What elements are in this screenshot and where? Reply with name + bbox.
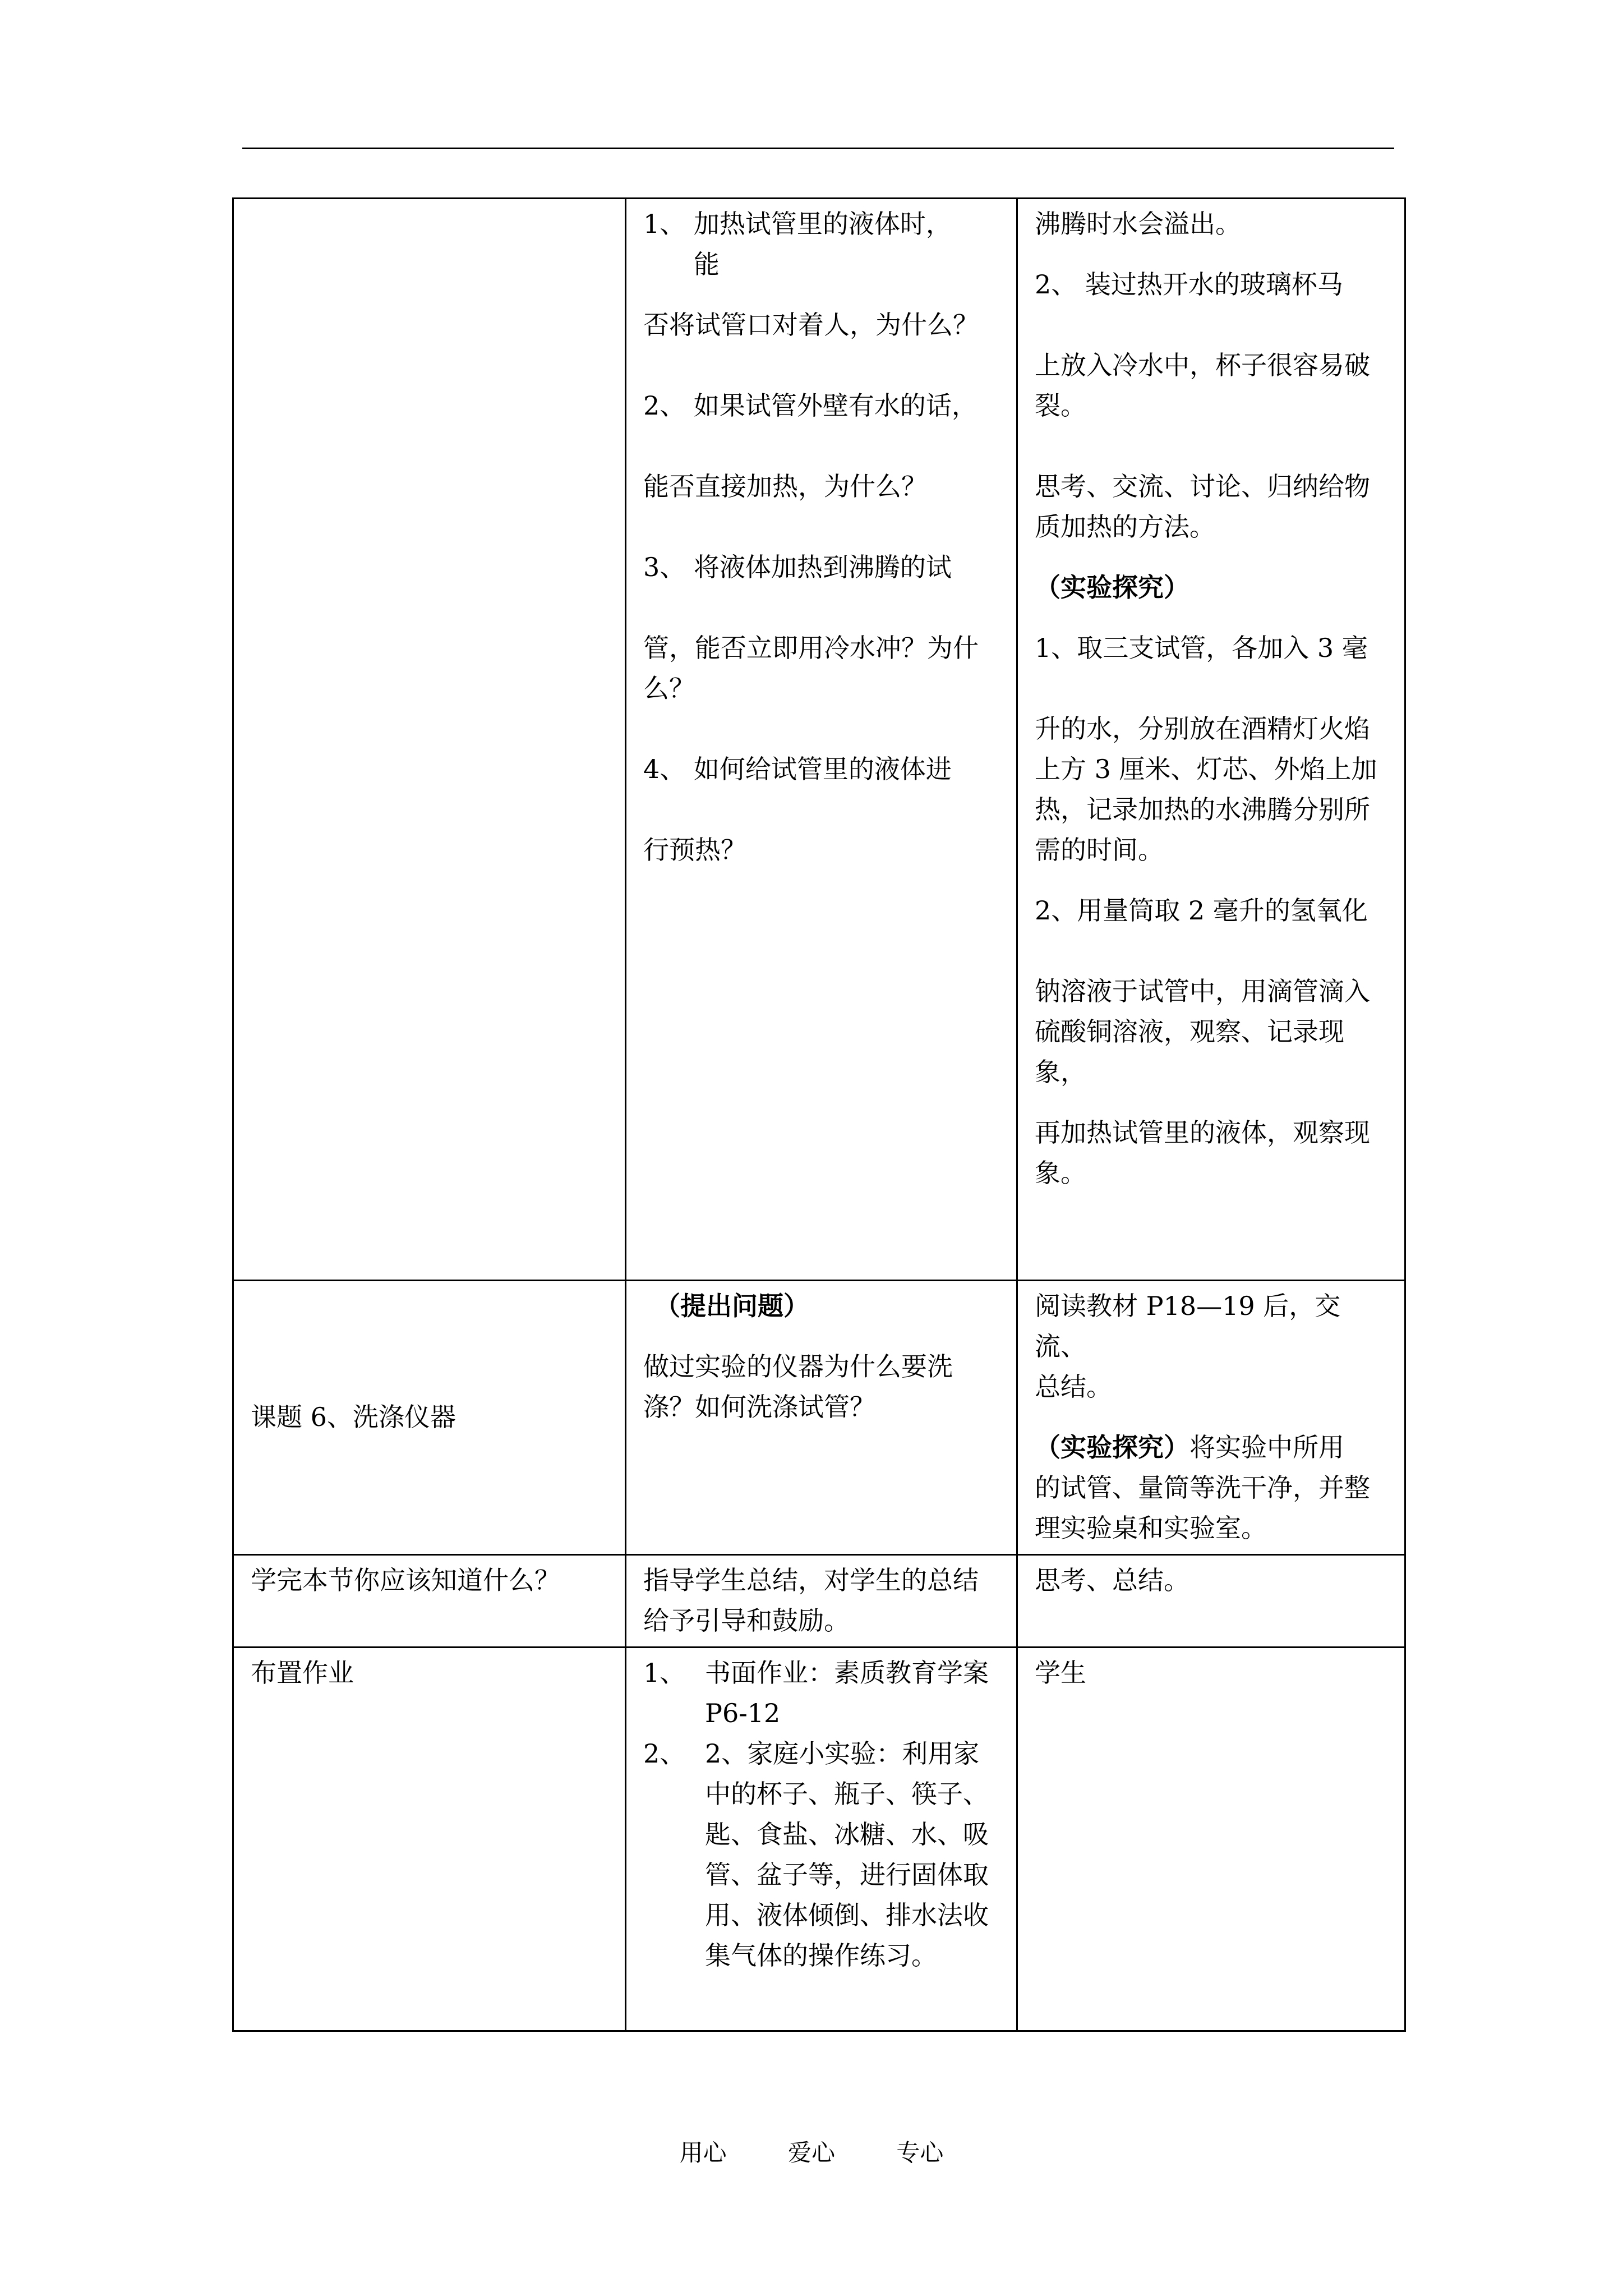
student-text-line: 2、用量筒取 2 毫升的氢氧化 (1035, 895, 1368, 926)
table-row (233, 199, 1405, 1281)
question-3-line-2: 管，能否立即用冷水冲？为什 (643, 633, 979, 663)
student-activity-cell (1017, 1555, 1405, 1648)
teacher-activity-cell (626, 1281, 1017, 1555)
list-number: 2、 (643, 1738, 686, 1769)
teacher-text-line: 给予引导和鼓励。 (643, 1605, 850, 1636)
student-text-line: 上放入冷水中，杯子很容易破 (1035, 350, 1370, 380)
page-footer (0, 2136, 1623, 2170)
student-text-line: 需的时间。 (1035, 835, 1164, 865)
footer-word: 专心 (896, 2139, 944, 2166)
teacher-activity-cell (626, 199, 1017, 1281)
teacher-text-line: 涤？如何洗涤试管？ (643, 1392, 875, 1422)
student-text-line: 的试管、量筒等洗干净，并整 (1035, 1473, 1370, 1503)
question-1-line-3: 否将试管口对着人，为什么？ (643, 310, 979, 340)
topic-title: 学完本节你应该知道什么？ (251, 1565, 560, 1595)
teacher-activity-cell (626, 1648, 1017, 2031)
question-4-line-2: 行预热？ (643, 835, 746, 865)
footer-word: 爱心 (787, 2139, 835, 2166)
teacher-activity-cell (626, 1555, 1017, 1648)
list-number: 1、 (643, 1658, 686, 1688)
student-text-line: 思考、总结。 (1035, 1565, 1189, 1595)
table-row (233, 1281, 1405, 1555)
student-text-line: 思考、交流、讨论、归纳给物 (1035, 471, 1370, 501)
footer-word: 用心 (679, 2139, 727, 2166)
student-activity-cell (1017, 1648, 1405, 2031)
student-text-line: 硫酸铜溶液，观察、记录现象， (1035, 1016, 1344, 1087)
student-text-line: 再加热试管里的液体，观察现 (1035, 1117, 1370, 1148)
question-2-line-1: 2、 如果试管外壁有水的话， (643, 390, 978, 421)
teacher-text-line: 做过实验的仪器为什么要洗 (643, 1351, 953, 1382)
topic-cell-empty (233, 199, 626, 1281)
homework-item-text: 集气体的操作练习。 (705, 1940, 937, 1971)
student-text-line: 1、取三支试管，各加入 3 毫 (1035, 633, 1368, 663)
student-text-line: 质加热的方法。 (1035, 512, 1215, 542)
student-text-line: 钠溶液于试管中，用滴管滴入 (1035, 976, 1370, 1006)
student-text-line: 升的水，分别放在酒精灯火焰 (1035, 714, 1370, 744)
student-text-line: 裂。 (1035, 390, 1086, 421)
student-text-line: 上方 3 厘米、灯芯、外焰上加 (1035, 754, 1377, 784)
topic-cell (233, 1648, 626, 2031)
header-rule (242, 148, 1394, 149)
experiment-heading: （实验探究） (1035, 1432, 1189, 1462)
question-3-line-1: 3、 将液体加热到沸腾的试 (643, 552, 952, 582)
lesson-plan-table (232, 197, 1406, 2032)
question-1-line-2: 能 (694, 249, 720, 279)
homework-item-text: 用、液体倾倒、排水法收 (705, 1900, 989, 1930)
table-row (233, 1555, 1405, 1648)
homework-item-text: 管、盆子等，进行固体取 (705, 1860, 989, 1890)
student-text-line: 总结。 (1035, 1372, 1112, 1402)
homework-item-text: 匙、食盐、冰糖、水、吸 (705, 1819, 989, 1849)
table-row (233, 1648, 1405, 2031)
topic-title: 课题 6、洗涤仪器 (251, 1402, 456, 1432)
student-text-line: 热，记录加热的水沸腾分别所 (1035, 794, 1370, 825)
question-1-line-1: 1、 加热试管里的液体时， (643, 209, 952, 239)
homework-item-text: 中的杯子、瓶子、筷子、 (705, 1779, 989, 1809)
topic-title: 布置作业 (251, 1658, 354, 1688)
topic-cell (233, 1281, 626, 1555)
student-text-line: 将实验中所用 (1189, 1432, 1344, 1462)
student-activity-cell (1017, 1281, 1405, 1555)
student-activity-cell (1017, 199, 1405, 1281)
question-heading: （提出问题） (654, 1291, 809, 1321)
student-text-line: 学生 (1035, 1658, 1086, 1688)
question-3-line-3: 么？ (643, 673, 695, 703)
question-2-line-2: 能否直接加热，为什么？ (643, 471, 927, 501)
homework-item-text: 书面作业：素质教育学案 (705, 1658, 989, 1688)
student-text-line: 象。 (1035, 1158, 1086, 1188)
homework-item-text: 2、家庭小实验：利用家 (705, 1738, 980, 1769)
teacher-text-line: 指导学生总结，对学生的总结 (643, 1565, 979, 1595)
question-4-line-1: 4、 如何给试管里的液体进 (643, 754, 952, 784)
student-text-line: 沸腾时水会溢出。 (1035, 209, 1241, 239)
experiment-heading: （实验探究） (1035, 572, 1189, 602)
homework-item-text: P6-12 (705, 1698, 781, 1728)
student-text-line: 2、 装过热开水的玻璃杯马 (1035, 269, 1343, 300)
student-text-line: 阅读教材 P18—19 后，交流、 (1035, 1291, 1341, 1361)
student-text-line: 理实验桌和实验室。 (1035, 1513, 1267, 1543)
topic-cell (233, 1555, 626, 1648)
